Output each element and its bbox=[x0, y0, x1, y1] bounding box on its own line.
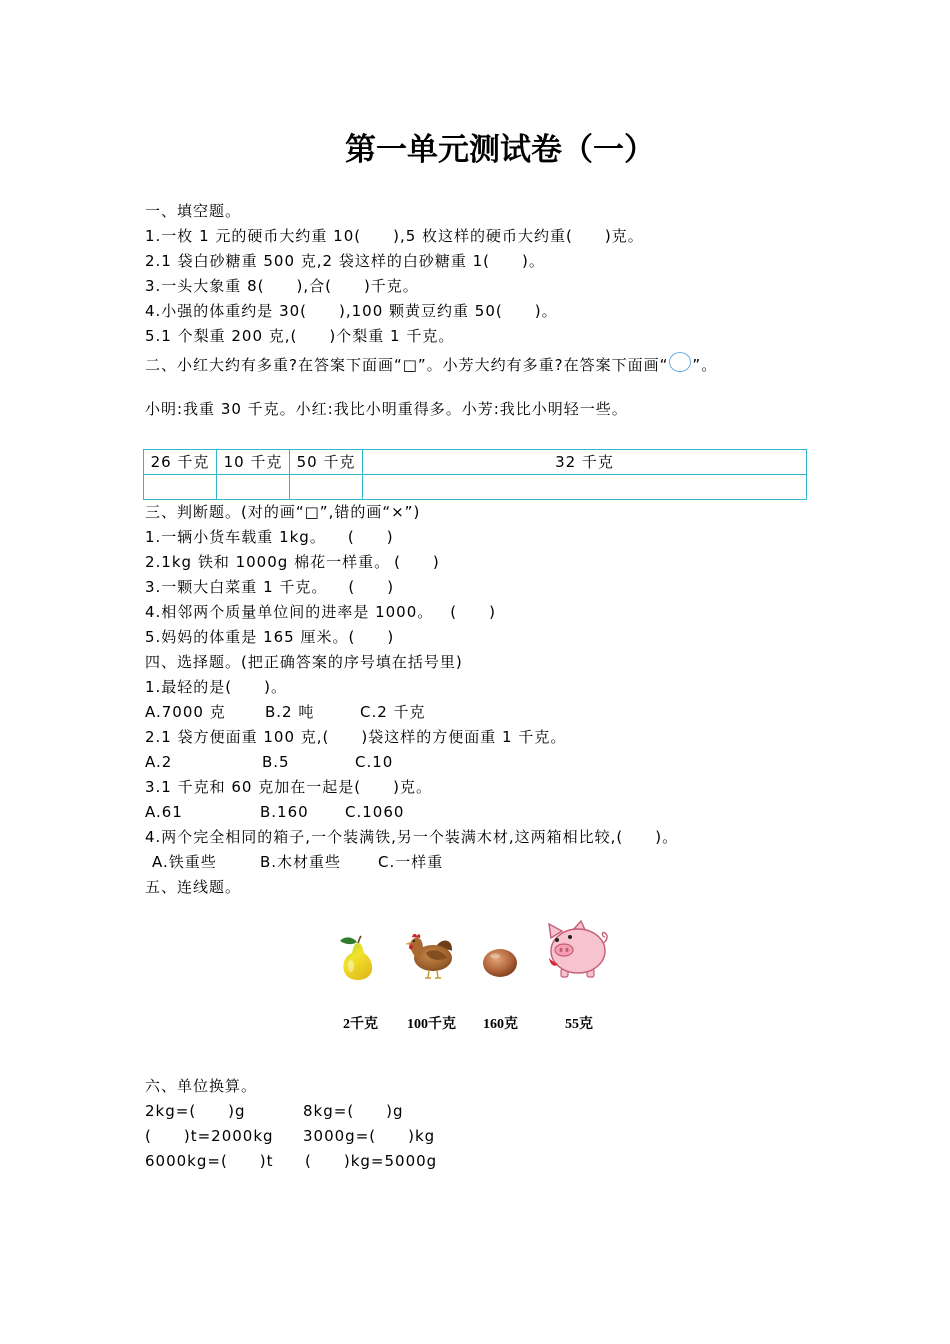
answer-blank: ( ) bbox=[394, 553, 440, 571]
option-c: C.2 千克 bbox=[360, 703, 426, 721]
pear-body bbox=[343, 943, 372, 980]
pear-leaf bbox=[340, 937, 357, 944]
answer-table bbox=[143, 449, 807, 500]
conversion-row bbox=[145, 1124, 845, 1149]
question-item: 3.一头大象重 8( ),合( )千克。 bbox=[145, 277, 419, 295]
page-title: 第一单元测试卷（一） bbox=[345, 132, 655, 168]
judge-statement: 1.一辆小货车载重 1kg。 bbox=[145, 528, 326, 546]
dialogue-statement: 小明:我重 30 千克。小红:我比小明重得多。小芳:我比小明轻一些。 bbox=[145, 400, 628, 418]
choice-options bbox=[145, 700, 845, 725]
choice-question: 3.1 千克和 60 克加在一起是( )克。 bbox=[145, 778, 432, 796]
judge-item bbox=[145, 550, 845, 575]
pear-icon bbox=[336, 934, 376, 980]
pig-eye-left bbox=[555, 938, 559, 942]
section-unit-conversion bbox=[145, 1074, 845, 1174]
question-item: 2.1 袋白砂糖重 500 克,2 袋这样的白砂糖重 1( )。 bbox=[145, 252, 545, 270]
heading-text-before: 二、小红大约有多重?在答案下面画“□”。小芳大约有多重?在答案下面画“ bbox=[145, 356, 669, 374]
conversion-row bbox=[145, 1099, 845, 1124]
option-cell: 26 千克 bbox=[144, 450, 217, 475]
option-a: A.铁重些 bbox=[152, 853, 217, 871]
option-b: B.160 bbox=[260, 803, 309, 821]
option-c: C.10 bbox=[355, 753, 394, 771]
hen-eye bbox=[413, 940, 415, 942]
pear-stem bbox=[358, 936, 361, 944]
option-a: A.61 bbox=[145, 803, 183, 821]
answer-blank: ( ) bbox=[348, 628, 395, 646]
option-cell: 32 千克 bbox=[363, 450, 807, 475]
weight-label: 160克 bbox=[483, 1017, 518, 1032]
answer-blank: ( ) bbox=[347, 528, 394, 546]
hen-wattle bbox=[409, 945, 413, 950]
answer-cell bbox=[363, 475, 807, 500]
section-estimate-weight bbox=[145, 353, 845, 378]
judge-statement: 2.1kg 铁和 1000g 棉花一样重。 bbox=[145, 553, 391, 571]
option-c: C.1060 bbox=[345, 803, 405, 821]
option-c: C.一样重 bbox=[378, 853, 444, 871]
pear-highlight bbox=[348, 960, 354, 972]
judge-item bbox=[145, 600, 845, 625]
option-b: B.5 bbox=[262, 753, 290, 771]
question-item: 5.1 个梨重 200 克,( )个梨重 1 千克。 bbox=[145, 327, 455, 345]
judge-item bbox=[145, 575, 845, 600]
conversion-item: 6000kg=( )t bbox=[145, 1152, 274, 1170]
answer-blank: ( ) bbox=[348, 578, 395, 596]
pig-nostril-left bbox=[560, 948, 563, 952]
question-item: 1.一枚 1 元的硬币大约重 10( ),5 枚这样的硬币大约重( )克。 bbox=[145, 227, 644, 245]
answer-cell bbox=[217, 475, 290, 500]
section-heading: 三、判断题。(对的画“□”,错的画“×”) bbox=[145, 503, 421, 521]
answer-cell bbox=[290, 475, 363, 500]
answer-row bbox=[144, 475, 807, 500]
conversion-item: 2kg=( )g bbox=[145, 1102, 246, 1120]
section-judge-choice bbox=[145, 500, 845, 900]
section-heading bbox=[145, 353, 845, 378]
egg-icon bbox=[481, 946, 519, 980]
judge-statement: 5.妈妈的体重是 165 厘米。 bbox=[145, 628, 349, 646]
section-heading: 六、单位换算。 bbox=[145, 1077, 258, 1095]
weight-label: 55克 bbox=[565, 1017, 593, 1032]
pig-eye-right bbox=[568, 935, 572, 939]
choice-question: 1.最轻的是( )。 bbox=[145, 678, 288, 696]
judge-statement: 4.相邻两个质量单位间的进率是 1000。 bbox=[145, 603, 434, 621]
pig-icon bbox=[543, 918, 611, 980]
hen-beak bbox=[405, 942, 410, 945]
judge-item bbox=[145, 525, 845, 550]
option-cell: 50 千克 bbox=[290, 450, 363, 475]
option-b: B.2 吨 bbox=[265, 703, 315, 721]
choice-options bbox=[145, 750, 845, 775]
option-cell: 10 千克 bbox=[217, 450, 290, 475]
heading-text-after: ”。 bbox=[692, 356, 718, 374]
egg-shell bbox=[483, 949, 517, 977]
choice-question: 2.1 袋方便面重 100 克,( )袋这样的方便面重 1 千克。 bbox=[145, 728, 567, 746]
egg-highlight bbox=[490, 954, 500, 959]
option-b: B.木材重些 bbox=[260, 853, 342, 871]
section-heading: 一、填空题。 bbox=[145, 202, 242, 220]
section-fill-blank bbox=[145, 199, 845, 349]
choice-options bbox=[145, 850, 845, 875]
conversion-item: ( )kg=5000g bbox=[305, 1152, 438, 1170]
circle-icon bbox=[669, 352, 691, 372]
option-a: A.2 bbox=[145, 753, 173, 771]
hen-comb bbox=[412, 934, 420, 938]
answer-cell bbox=[144, 475, 217, 500]
question-item: 4.小强的体重约是 30( ),100 颗黄豆约重 50( )。 bbox=[145, 302, 558, 320]
hen-icon bbox=[402, 929, 456, 981]
option-a: A.7000 克 bbox=[145, 703, 226, 721]
judge-item bbox=[145, 625, 845, 650]
conversion-item: 8kg=( )g bbox=[303, 1102, 404, 1120]
conversion-item: ( )t=2000kg bbox=[145, 1127, 274, 1145]
section-heading: 四、选择题。(把正确答案的序号填在括号里) bbox=[145, 653, 463, 671]
weight-label: 100千克 bbox=[407, 1017, 456, 1032]
judge-statement: 3.一颗大白菜重 1 千克。 bbox=[145, 578, 328, 596]
weight-label: 2千克 bbox=[343, 1017, 378, 1032]
hen-legs bbox=[425, 970, 441, 978]
dialogue-statement-block bbox=[145, 397, 845, 422]
choice-options bbox=[145, 800, 845, 825]
pig-snout bbox=[555, 944, 573, 956]
conversion-item: 3000g=( )kg bbox=[303, 1127, 436, 1145]
conversion-row bbox=[145, 1149, 845, 1174]
pig-nostril-right bbox=[566, 948, 569, 952]
answer-blank: ( ) bbox=[450, 603, 496, 621]
section-heading: 五、连线题。 bbox=[145, 878, 242, 896]
options-row bbox=[144, 450, 807, 475]
choice-question: 4.两个完全相同的箱子,一个装满铁,另一个装满木材,这两箱相比较,( )。 bbox=[145, 828, 679, 846]
